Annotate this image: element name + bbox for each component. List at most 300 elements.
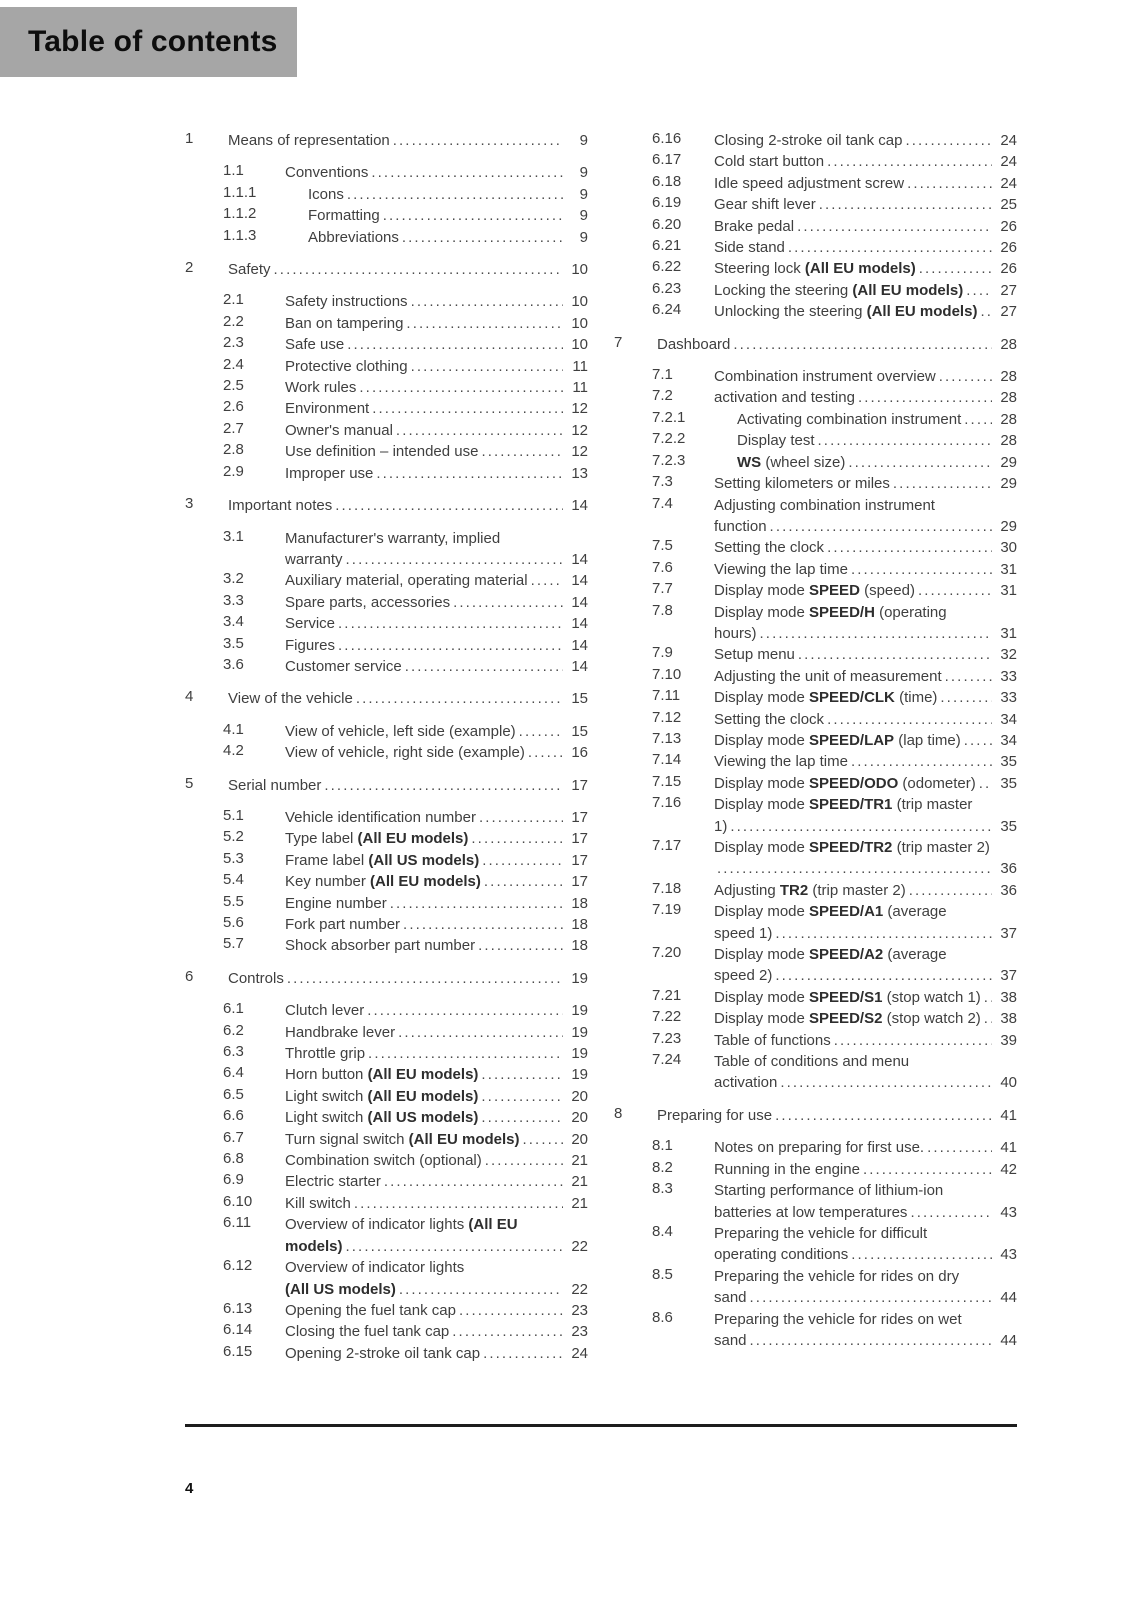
footer-rule [185,1424,1017,1427]
toc-entry-title: Electric starter [285,1173,381,1191]
toc-entry-body [228,130,588,151]
toc-entry-line [285,613,588,634]
toc-entry [614,1180,1017,1223]
dot-leader [478,1107,563,1128]
toc-entry-number: 8.2 [652,1158,673,1176]
toc-entry-page: 28 [1000,368,1017,386]
toc-entry-body [308,227,588,248]
toc-entry-page: 17 [571,830,588,848]
dot-leader [478,1086,563,1107]
toc-entry [185,259,588,280]
toc-entry [614,687,1017,708]
toc-entry [185,1022,588,1043]
toc-entry-body [285,871,588,892]
toc-entry-number: 2.8 [223,441,244,459]
toc-entry-number: 8.1 [652,1137,673,1155]
toc-entry-page: 9 [579,207,588,225]
toc-entry-body [285,1150,588,1171]
toc-entry-body [308,184,588,205]
toc-entry-number: 7.8 [652,601,673,619]
toc-entry-page: 28 [1000,410,1017,428]
toc-entry-line [285,1236,588,1257]
toc-entry-page: 21 [571,1194,588,1212]
toc-entry-number: 4.1 [223,720,244,738]
toc-entry-body [285,1321,588,1342]
toc-entry-page: 19 [571,1002,588,1020]
toc-entry-body [285,463,588,484]
toc-entry-line [285,742,588,763]
toc-entry-line [714,666,1017,687]
toc-entry-page: 17 [571,851,588,869]
toc-entry-page: 11 [572,357,588,375]
toc-entry-page: 21 [571,1152,588,1170]
toc-entry-title: Locking the steering (All EU models) [714,281,964,299]
toc-entry-title: Means of representation [228,132,390,149]
toc-entry-page: 10 [571,314,588,332]
toc-entry-line [285,356,588,377]
toc-entry-page: 32 [1000,646,1017,664]
toc-entry-line [714,237,1017,258]
toc-entry-number: 3.5 [223,634,244,652]
dot-leader [860,1159,992,1180]
toc-entry-page: 24 [1000,174,1017,192]
toc-entry-page: 28 [1000,432,1017,450]
toc-entry [185,935,588,956]
toc-entry-body [737,430,1017,451]
toc-column-right [614,130,1017,1351]
toc-entry-title: Steering lock (All EU models) [714,260,916,278]
toc-entry [185,1300,588,1321]
toc-entry-number: 5.6 [223,914,244,931]
toc-entry-body [657,1105,1017,1126]
toc-entry-body [228,495,588,516]
toc-entry-page: 41 [1000,1139,1017,1157]
toc-entry-number: 8.6 [652,1308,673,1326]
dot-leader [730,334,992,355]
toc-entry-page: 40 [1000,1074,1017,1092]
toc-entry-line [285,1257,588,1278]
toc-entry-body [714,773,1017,794]
toc-entry-line [714,301,1017,322]
toc-entry-page: 35 [1000,753,1017,771]
toc-entry-page: 27 [1000,281,1017,299]
toc-entry [185,742,588,763]
toc-entry-number: 6.14 [223,1321,253,1339]
toc-entry-page: 14 [571,657,588,675]
toc-entry-body [714,1266,1017,1309]
toc-entry-number: 7.7 [652,580,673,598]
toc-entry [614,794,1017,837]
toc-entry-line [285,334,588,355]
toc-entry-page: 12 [571,443,588,461]
toc-entry-line [285,592,588,613]
toc-entry-page: 14 [571,497,588,515]
toc-entry-page: 42 [1000,1160,1017,1178]
dot-leader [848,751,992,772]
toc-entry-line [714,1287,1017,1308]
toc-entry-title: Display mode SPEED/S2 (stop watch 2) [714,1010,981,1028]
toc-entry-page: 33 [1000,689,1017,707]
toc-entry-title: Environment [285,400,370,418]
toc-entry-title: batteries at low temperatures [714,1203,908,1221]
toc-entry [614,1223,1017,1266]
toc-entry-line [714,1330,1017,1351]
toc-entry-page: 15 [571,722,588,740]
toc-entry-title: Handbrake lever [285,1023,396,1041]
toc-entry-line [714,644,1017,665]
toc-entry-number: 8.3 [652,1180,673,1198]
toc-entry-number: 7.23 [652,1029,682,1047]
toc-entry-line [285,377,588,398]
dot-leader [335,613,563,634]
toc-entry-line [714,1159,1017,1180]
toc-entry-title: Turn signal switch (All EU models) [285,1130,520,1148]
toc-entry-line [714,816,1017,837]
toc-entry-number: 5.3 [223,849,244,867]
toc-entry-title: speed 1) [714,924,773,942]
toc-entry [614,409,1017,430]
toc-entry-number: 1.1 [223,162,244,180]
toc-entry-body [228,775,588,796]
toc-entry [185,528,588,571]
toc-entry-title: Viewing the lap time [714,753,848,771]
dot-leader [824,537,992,558]
toc-entry-line [714,880,1017,901]
toc-entry-line [285,549,588,570]
toc-entry-title: activation [714,1074,778,1092]
toc-entry-page: 18 [571,894,588,912]
dot-leader [390,130,563,151]
dot-leader [482,1150,563,1171]
toc-entry-title: Adjusting TR2 (trip master 2) [714,881,906,899]
toc-entry [614,173,1017,194]
toc-entry-line [285,1064,588,1085]
dot-leader [772,965,992,986]
dot-leader [353,688,563,709]
toc-entry-number: 6.23 [652,279,682,297]
toc-entry-line [285,871,588,892]
toc-entry-title: Ban on tampering [285,314,404,332]
dot-leader [344,184,563,205]
toc-entry-body [714,644,1017,665]
toc-entry [185,1171,588,1192]
page-header [0,7,297,77]
toc-entry-title: Abbreviations [308,228,399,246]
toc-entry-number: 6.19 [652,194,682,212]
toc-entry-number: 6.7 [223,1128,244,1146]
toc-entry-body [657,334,1017,355]
toc-entry-page: 9 [579,132,588,149]
toc-entry-page: 20 [571,1109,588,1127]
toc-entry-title: function [714,517,767,535]
toc-entry-title: Display mode SPEED/TR1 (trip master [714,796,973,814]
toc-entry-title: Manufacturer's warranty, implied [285,529,501,547]
toc-entry-number: 8.5 [652,1265,673,1283]
toc-entry-number: 5.5 [223,892,244,910]
toc-entry [185,377,588,398]
toc-entry-number: 7.2.1 [652,408,686,426]
toc-entry [614,880,1017,901]
toc-entry-title: Opening 2-stroke oil tank cap [285,1344,481,1362]
toc-entry-title: Customer service [285,657,402,675]
toc-entry-title: Use definition – intended use [285,443,479,461]
toc-entry [614,751,1017,772]
toc-entry-body [714,1159,1017,1180]
toc-entry-title: Notes on preparing for first use. [714,1139,925,1157]
toc-entry-title: View of vehicle, left side (example) [285,722,516,740]
toc-entry-number: 2.5 [223,377,244,395]
dot-leader [777,1072,992,1093]
toc-entry-number: 6.20 [652,215,682,233]
toc-entry-title: Running in the engine [714,1160,860,1178]
toc-entry-number: 7.11 [652,687,681,705]
toc-entry-page: 18 [571,916,588,933]
toc-entry-page: 33 [1000,667,1017,685]
toc-entry [614,258,1017,279]
toc-entry-line [714,837,1017,858]
toc-entry-page: 19 [571,1066,588,1084]
toc-entry [614,280,1017,301]
toc-entry-page: 29 [1000,453,1017,471]
toc-entry-page: 29 [1000,475,1017,493]
toc-entry-line [285,1214,588,1235]
toc-entry-number: 7.15 [652,772,682,790]
toc-entry-title: Unlocking the steering (All EU models) [714,303,978,321]
toc-entry-number: 7.2.2 [652,430,686,448]
toc-entry-body [714,559,1017,580]
dot-leader [937,687,992,708]
toc-entry-body [737,452,1017,473]
toc-entry-title: Clutch lever [285,1002,365,1020]
toc-entry [185,635,588,656]
toc-entry-page: 44 [1000,1289,1017,1307]
toc-entry-number: 6.21 [652,237,682,255]
toc-entry-number: 7.4 [652,494,673,512]
dot-leader [785,237,992,258]
toc-entry-line [285,635,588,656]
toc-entry-line [308,205,588,226]
toc-entry [614,1309,1017,1352]
toc-entry-body [714,1223,1017,1266]
toc-entry-line [714,1266,1017,1287]
toc-entry [614,987,1017,1008]
dot-leader [480,1343,563,1364]
dot-leader [977,301,992,322]
toc-entry-line [714,1223,1017,1244]
toc-entry-body [285,721,588,742]
toc-entry-title: Safety instructions [285,293,408,311]
toc-entry-line [714,366,1017,387]
toc-entry-line [285,291,588,312]
toc-entry [614,773,1017,794]
toc-entry [614,709,1017,730]
toc-entry-title: Improper use [285,464,374,482]
toc-entry [185,968,588,989]
toc-entry-line [714,923,1017,944]
toc-entry [614,430,1017,451]
toc-entry-body [285,592,588,613]
toc-entry-page: 28 [1000,389,1017,407]
toc-entry-line [285,1107,588,1128]
toc-entry-body [228,688,588,709]
toc-entry-body [714,473,1017,494]
toc-entry-line [285,1022,588,1043]
toc-entry-page: 25 [1000,196,1017,214]
dot-leader [772,923,992,944]
toc-entry [614,901,1017,944]
toc-entry-body [714,258,1017,279]
toc-entry-title: Shock absorber part number [285,937,476,955]
dot-leader [727,816,992,837]
toc-entry-page: 30 [1000,539,1017,557]
toc-entry-line [285,1129,588,1150]
toc-entry-body [714,580,1017,601]
toc-entry-line [228,688,588,709]
toc-entry-title: Horn button (All EU models) [285,1066,479,1084]
toc-entry-page: 37 [1000,924,1017,942]
toc-entry-line [285,850,588,871]
toc-entry-line [228,130,588,151]
toc-entry-title: Combination switch (optional) [285,1152,482,1170]
toc-entry [185,828,588,849]
toc-entry-body [714,1180,1017,1223]
toc-entry-line [285,162,588,183]
toc-entry [185,721,588,742]
toc-entry-body [714,537,1017,558]
toc-entry-number: 7.2 [652,387,673,405]
toc-entry-number: 6.24 [652,301,682,319]
toc-entry-number: 2.6 [223,398,244,416]
dot-leader [772,1105,992,1126]
toc-entry-title: Setting the clock [714,710,825,728]
toc-entry-title: Closing the fuel tank cap [285,1323,450,1341]
dot-leader [747,1287,992,1308]
toc-entry-page: 20 [571,1130,588,1148]
toc-entry-page: 35 [1000,774,1017,792]
toc-entry-number: 6.17 [652,151,682,169]
toc-entry [614,537,1017,558]
toc-entry [185,871,588,892]
toc-entry-page: 14 [571,615,588,633]
toc-entry [614,495,1017,538]
toc-entry [614,580,1017,601]
toc-entry-body [714,666,1017,687]
toc-entry-number: 6.13 [223,1299,253,1317]
toc-entry [185,1064,588,1085]
toc-entry-line [285,914,588,935]
dot-leader [767,516,992,537]
toc-entry-title: Display mode SPEED/H (operating [714,603,947,621]
toc-entry-body [285,570,588,591]
toc-entry-line [714,194,1017,215]
toc-entry-line [285,1150,588,1171]
toc-entry-title: Fork part number [285,916,401,933]
dot-leader [915,580,992,601]
toc-entry-title: Safe use [285,336,345,354]
toc-entry-title: WS (wheel size) [737,453,846,471]
toc-entry-line [228,495,588,516]
toc-entry [614,602,1017,645]
toc-entry-body [285,528,588,571]
toc-entry-line [714,495,1017,516]
toc-entry-line [714,580,1017,601]
toc-entry-page: 12 [571,400,588,418]
toc-entry-title: Combination instrument overview [714,368,936,386]
toc-entry-line [714,387,1017,408]
toc-entry-number: 1.1.3 [223,226,257,244]
toc-entry-title: Type label (All EU models) [285,830,469,848]
toc-column-left [185,130,588,1364]
toc-entry [185,807,588,828]
toc-entry-body [285,893,588,914]
toc-entry-number: 3 [185,495,194,513]
dot-leader [335,635,563,656]
toc-entry-title: sand [714,1331,747,1349]
dot-leader [906,880,992,901]
toc-entry-body [285,334,588,355]
toc-entry-number: 6.16 [652,130,682,147]
toc-entry-line [285,807,588,828]
toc-entry-title: warranty [285,550,343,568]
toc-entry-line [714,1008,1017,1029]
toc-entry [185,914,588,935]
toc-entry [185,613,588,634]
dot-leader [936,366,992,387]
toc-entry-title: Closing 2-stroke oil tank cap [714,132,903,149]
toc-entry-page: 19 [571,1045,588,1063]
toc-entry-number: 8 [614,1104,623,1122]
toc-entry-number: 1 [185,130,194,147]
toc-entry-title: Opening the fuel tank cap [285,1301,456,1319]
toc-entry-number: 4 [185,688,194,706]
toc-entry-page: 34 [1000,731,1017,749]
toc-entry-number: 8.4 [652,1222,673,1240]
toc-entry-line [714,687,1017,708]
dot-leader [963,280,992,301]
toc-entry-page: 13 [571,464,588,482]
toc-entry-line [737,430,1017,451]
dot-leader [525,742,563,763]
toc-entry-number: 6.8 [223,1150,244,1168]
toc-entry-number: 6 [185,967,194,985]
toc-entry-line [714,730,1017,751]
toc-entry-page: 22 [571,1237,588,1255]
toc-entry-title: Display mode SPEED/S1 (stop watch 1) [714,988,981,1006]
toc-entry-line [714,987,1017,1008]
toc-entry [185,495,588,516]
toc-entry-line [657,1105,1017,1126]
toc-entry-body [285,1129,588,1150]
toc-entry-line [285,1193,588,1214]
toc-entry [614,334,1017,355]
toc-entry [185,1086,588,1107]
toc-entry-page: 35 [1000,817,1017,835]
toc-entry-line [714,1244,1017,1265]
toc-entry-line [285,828,588,849]
toc-entry-body [714,880,1017,901]
toc-entry [614,559,1017,580]
toc-entry-number: 2.3 [223,334,244,352]
dot-leader [475,935,563,956]
toc-entry-title: Dashboard [657,335,731,353]
toc-entry-line [714,901,1017,922]
toc-entry-line [285,1171,588,1192]
dot-leader [456,1300,563,1321]
toc-entry-number: 7.9 [652,644,673,662]
toc-entry-page: 29 [1000,517,1017,535]
dot-leader [476,807,563,828]
toc-entry-title: Display mode SPEED/CLK (time) [714,689,938,707]
